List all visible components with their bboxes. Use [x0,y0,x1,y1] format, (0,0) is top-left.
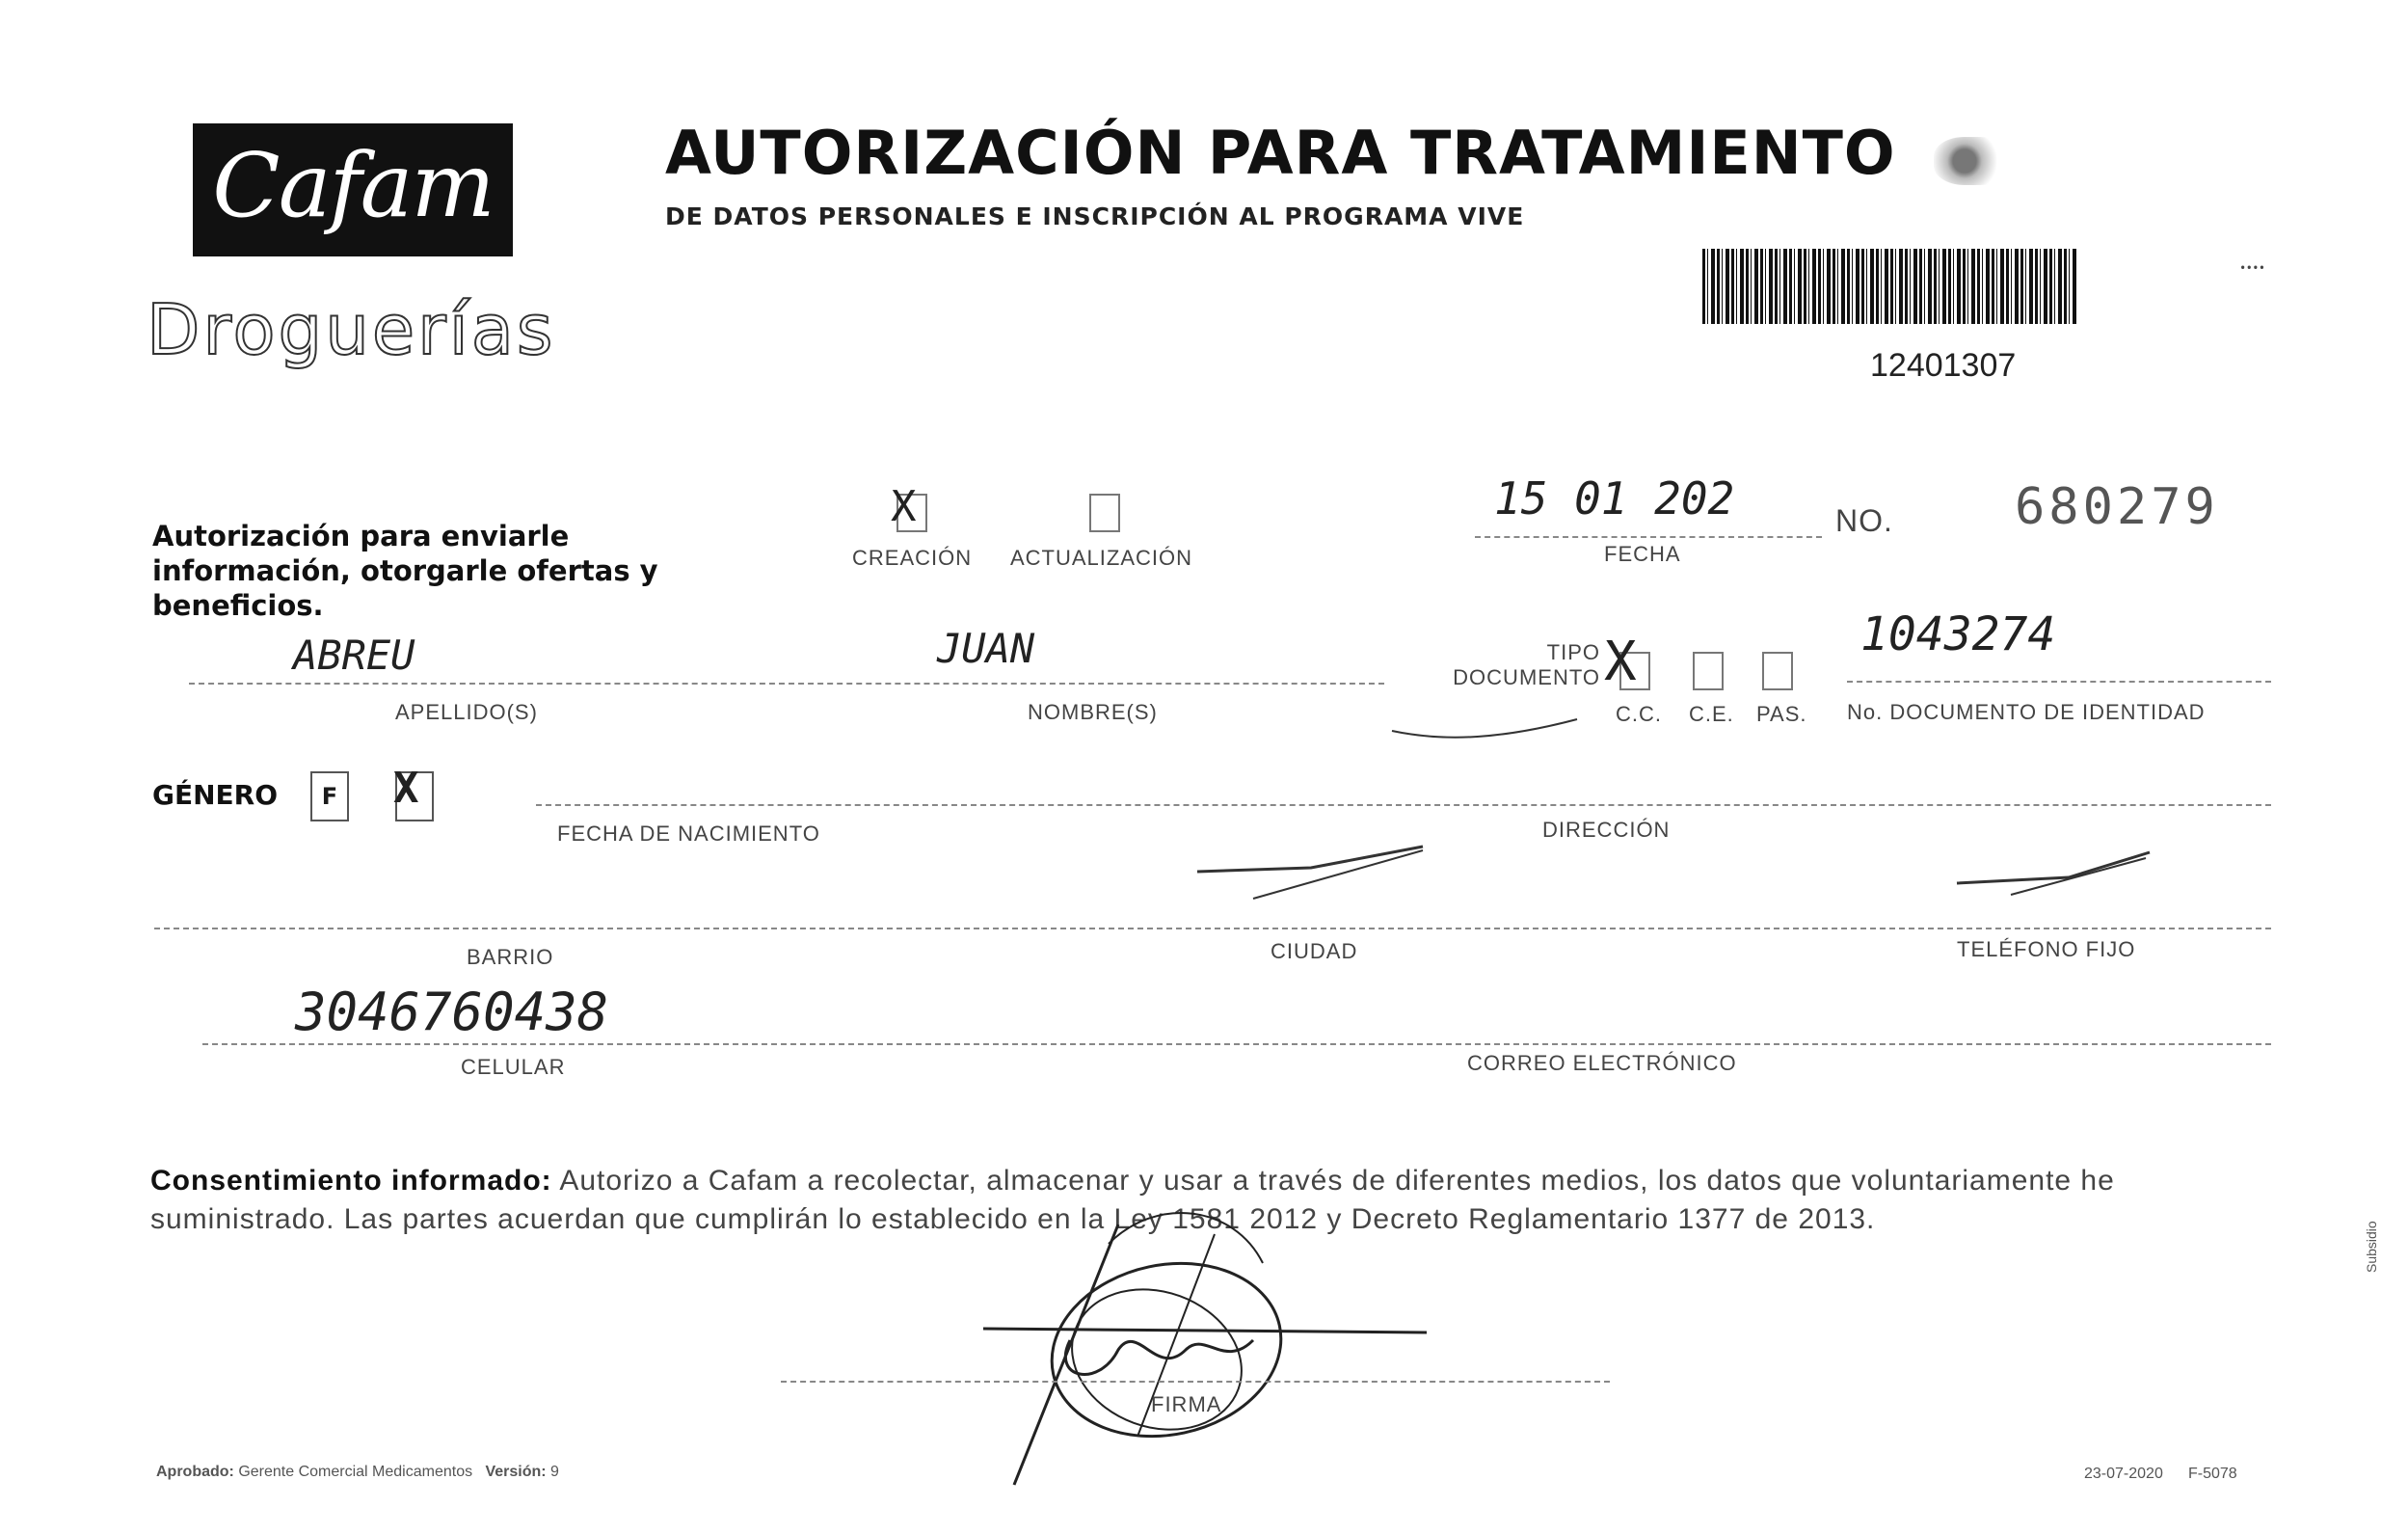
genero-f-box[interactable]: F [310,771,349,821]
footer-code: F-5078 [2188,1466,2237,1482]
scan-speck: ᠁ [2234,256,2264,284]
correo-label: CORREO ELECTRÓNICO [1467,1051,1737,1075]
consent-body: Autorizo a Cafam a recolectar, almacenar y usar a través de diferentes medios, los datos que voluntariamente he suministrado. Las partes acuerdan que cumplirán lo establecido en la Ley 1581 2012 y Decreto Reglamentario 1377 de 2013. [150,1165,2115,1235]
telefono-label: TELÉFONO FIJO [1957,937,2136,961]
footer-approval [156,1464,559,1481]
direccion-label: DIRECCIÓN [1542,818,1671,842]
nombres-value: JUAN [937,625,1035,672]
barrio-ciudad-telefono-line [154,928,2271,929]
fecha-nacimiento-label: FECHA DE NACIMIENTO [557,821,820,846]
creacion-mark: X [891,482,917,531]
strike-line [1195,839,1427,906]
ce-checkbox[interactable] [1693,652,1724,690]
fecha-label: FECHA [1604,542,1681,566]
creacion-label: CREACIÓN [852,546,973,570]
stamp-mark [1934,137,2011,185]
barrio-label: BARRIO [467,945,554,969]
actualizacion-checkbox[interactable] [1089,494,1120,532]
handwritten-signature [964,1205,1446,1494]
celular-correo-line [202,1043,2271,1045]
documento-label: No. DOCUMENTO DE IDENTIDAD [1847,700,2206,724]
documento-value: 1043274 [1860,607,2056,661]
aprobado-label: Aprobado: [156,1464,234,1480]
celular-label: CELULAR [461,1055,566,1079]
tipo-mark: X [1604,631,1637,693]
authorization-text: Autorización para enviarle información, otorgarle ofertas y beneficios. [152,520,658,622]
barcode-number: 12401307 [1870,347,2017,384]
apellidos-nombres-line [189,683,1384,685]
fecha-line [1475,536,1822,538]
strike-line [1388,713,1581,762]
form-subtitle: DE DATOS PERSONALES E INSCRIPCIÓN AL PROGRAMA VIVE [665,202,1525,230]
pas-checkbox[interactable] [1762,652,1793,690]
ce-label: C.E. [1689,702,1734,726]
ciudad-label: CIUDAD [1271,939,1358,963]
version-label: Versión: [485,1464,547,1480]
form-title: AUTORIZACIÓN PARA TRATAMIENTO [665,118,1896,188]
no-label: NO. [1835,503,1893,538]
form-number: 680279 [2015,478,2219,536]
nombres-label: NOMBRE(S) [1028,700,1158,724]
genero-label: GÉNERO [152,779,279,811]
nacimiento-direccion-line [536,804,2271,806]
consent-heading: Consentimiento informado: [150,1165,552,1197]
fecha-value: 15 01 202 [1494,472,1735,525]
celular-value: 3046760438 [295,982,609,1042]
logo-text: Cafam [212,134,494,237]
documento-line [1847,681,2271,683]
barcode [1702,249,2078,324]
version-value: 9 [550,1464,559,1480]
strike-line [1953,845,2155,902]
firma-line [781,1381,1610,1383]
apellidos-label: APELLIDO(S) [395,700,538,724]
firma-label: FIRMA [1151,1392,1222,1416]
footer-date: 23-07-2020 [2084,1466,2163,1482]
brand-subtitle: Droguerías [147,289,556,370]
aprobado-value: Gerente Comercial Medicamentos [238,1464,473,1480]
genero-m-mark: X [393,764,419,813]
tipo-documento-label: TIPO DOCUMENTO [1453,640,1600,689]
pas-label: PAS. [1756,702,1807,726]
apellidos-value: ABREU [293,632,415,679]
cc-label: C.C. [1616,702,1662,726]
actualizacion-label: ACTUALIZACIÓN [1010,546,1193,570]
side-text: Subsidio [2364,1221,2379,1273]
